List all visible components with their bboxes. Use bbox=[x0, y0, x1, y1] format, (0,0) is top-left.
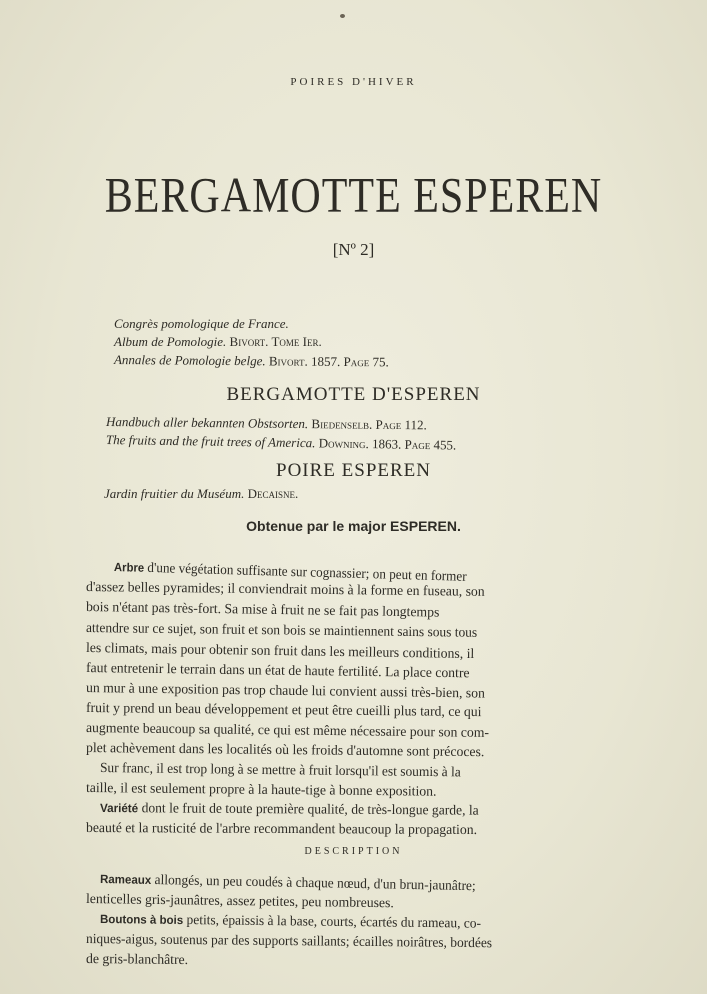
variety-number: [Nº 2] bbox=[332, 240, 375, 259]
reference-author: Bivort. Tome Ier. bbox=[229, 334, 322, 349]
body-line bbox=[86, 821, 477, 839]
reference-line bbox=[106, 432, 457, 454]
body-line-text: d'une végétation suffisante sur cognassier; on peut en former bbox=[143, 560, 467, 585]
reference-line bbox=[114, 316, 289, 332]
description-line bbox=[100, 912, 481, 933]
reference-line bbox=[114, 352, 389, 370]
reference-line bbox=[114, 334, 322, 350]
lead-word: Rameaux bbox=[99, 872, 152, 887]
lead-word: Boutons à bois bbox=[99, 912, 184, 928]
body-line-text: taille, il est seulement propre à la haute-tige à bonne exposition. bbox=[85, 781, 437, 800]
description-line-text: lenticelles gris-jaunâtres, assez petites, peu nombreuses. bbox=[85, 892, 394, 912]
body-line bbox=[86, 600, 440, 622]
lead-word: Variété bbox=[99, 801, 139, 816]
body-line bbox=[86, 741, 484, 761]
body-line-text: augmente beaucoup sa qualité, ce qui est même nécessaire pour son com- bbox=[85, 721, 490, 741]
synonym-heading: BERGAMOTTE D'ESPEREN bbox=[226, 384, 481, 405]
body-line bbox=[86, 701, 482, 721]
body-line-text: un mur à une exposition pas trop chaude lui convient aussi très-bien, son bbox=[85, 681, 486, 702]
reference-line bbox=[104, 486, 298, 502]
description-line bbox=[100, 872, 476, 895]
reference-source: Jardin fruitier du Muséum. bbox=[104, 486, 245, 501]
origin-line: Obtenue par le major ESPEREN. bbox=[246, 518, 461, 534]
description-line-text: de gris-blanchâtre. bbox=[85, 952, 189, 969]
description-line-text: niques-aigus, soutenus par des supports saillants; écailles noirâtres, bordées bbox=[85, 932, 493, 952]
synonym-heading: POIRE ESPEREN bbox=[276, 460, 431, 481]
reference-source: Handbuch aller bekannten Obstsorten. bbox=[105, 414, 309, 432]
body-line bbox=[100, 801, 479, 820]
description-line bbox=[86, 892, 394, 912]
reference-author: Downing. 1863. Page 455. bbox=[318, 435, 457, 453]
reference-line bbox=[106, 414, 427, 433]
reference-source: The fruits and the fruit trees of America. bbox=[105, 432, 316, 451]
body-line-text: dont le fruit de toute première qualité, de très-longue garde, la bbox=[138, 801, 479, 819]
body-line-text: attendre sur ce sujet, son fruit et son bois se maintiennent sains sous tous bbox=[85, 621, 478, 641]
body-line bbox=[86, 641, 474, 663]
reference-source: Album de Pomologie. bbox=[114, 334, 227, 349]
body-line bbox=[86, 661, 470, 682]
body-line-text: fruit y prend un beau développement et peut être cueilli plus tard, ce qui bbox=[85, 701, 482, 721]
body-line bbox=[86, 621, 477, 642]
body-line bbox=[86, 681, 485, 703]
description-line-text: allongés, un peu coudés à chaque nœud, d'un brun-jaunâtre; bbox=[151, 872, 476, 895]
description-line bbox=[86, 952, 188, 969]
reference-author: Decaisne. bbox=[247, 486, 299, 501]
body-line-text: d'assez belles pyramides; il conviendrait moins à la forme en fuseau, son bbox=[85, 580, 485, 600]
body-line-text: beauté et la rusticité de l'arbre recommandent beaucoup la propagation. bbox=[85, 821, 478, 839]
body-line-text: faut entretenir le terrain dans un état de haute fertilité. La place contre bbox=[85, 661, 470, 682]
paper-speck bbox=[340, 14, 345, 18]
body-line bbox=[100, 761, 461, 781]
description-heading: DESCRIPTION bbox=[304, 846, 403, 857]
body-line-text: bois n'étant pas très-fort. Sa mise à fruit ne se fait pas longtemps bbox=[85, 600, 440, 621]
reference-author: Biedenselb. Page 112. bbox=[311, 416, 427, 433]
running-head: POIRES D'HIVER bbox=[290, 76, 417, 88]
body-line-text: plet achèvement dans les localités où les froids d'automne sont précoces. bbox=[85, 741, 485, 761]
body-line bbox=[86, 781, 437, 801]
description-line-text: petits, épaissis à la base, courts, écartés du rameau, co- bbox=[183, 913, 482, 932]
body-line-text: les climats, mais pour obtenir son fruit dans les meilleurs conditions, il bbox=[85, 641, 475, 663]
lead-word: Arbre bbox=[113, 560, 145, 575]
description-line bbox=[86, 932, 492, 952]
body-line bbox=[86, 721, 489, 742]
reference-author: Bivort. 1857. Page 75. bbox=[268, 353, 389, 370]
page-title: BERGAMOTTE ESPEREN bbox=[104, 169, 603, 224]
reference-source: Congrès pomologique de France. bbox=[114, 316, 289, 331]
body-line-text: Sur franc, il est trop long à se mettre à fruit lorsqu'il est soumis à la bbox=[99, 761, 461, 781]
reference-source: Annales de Pomologie belge. bbox=[113, 352, 266, 369]
